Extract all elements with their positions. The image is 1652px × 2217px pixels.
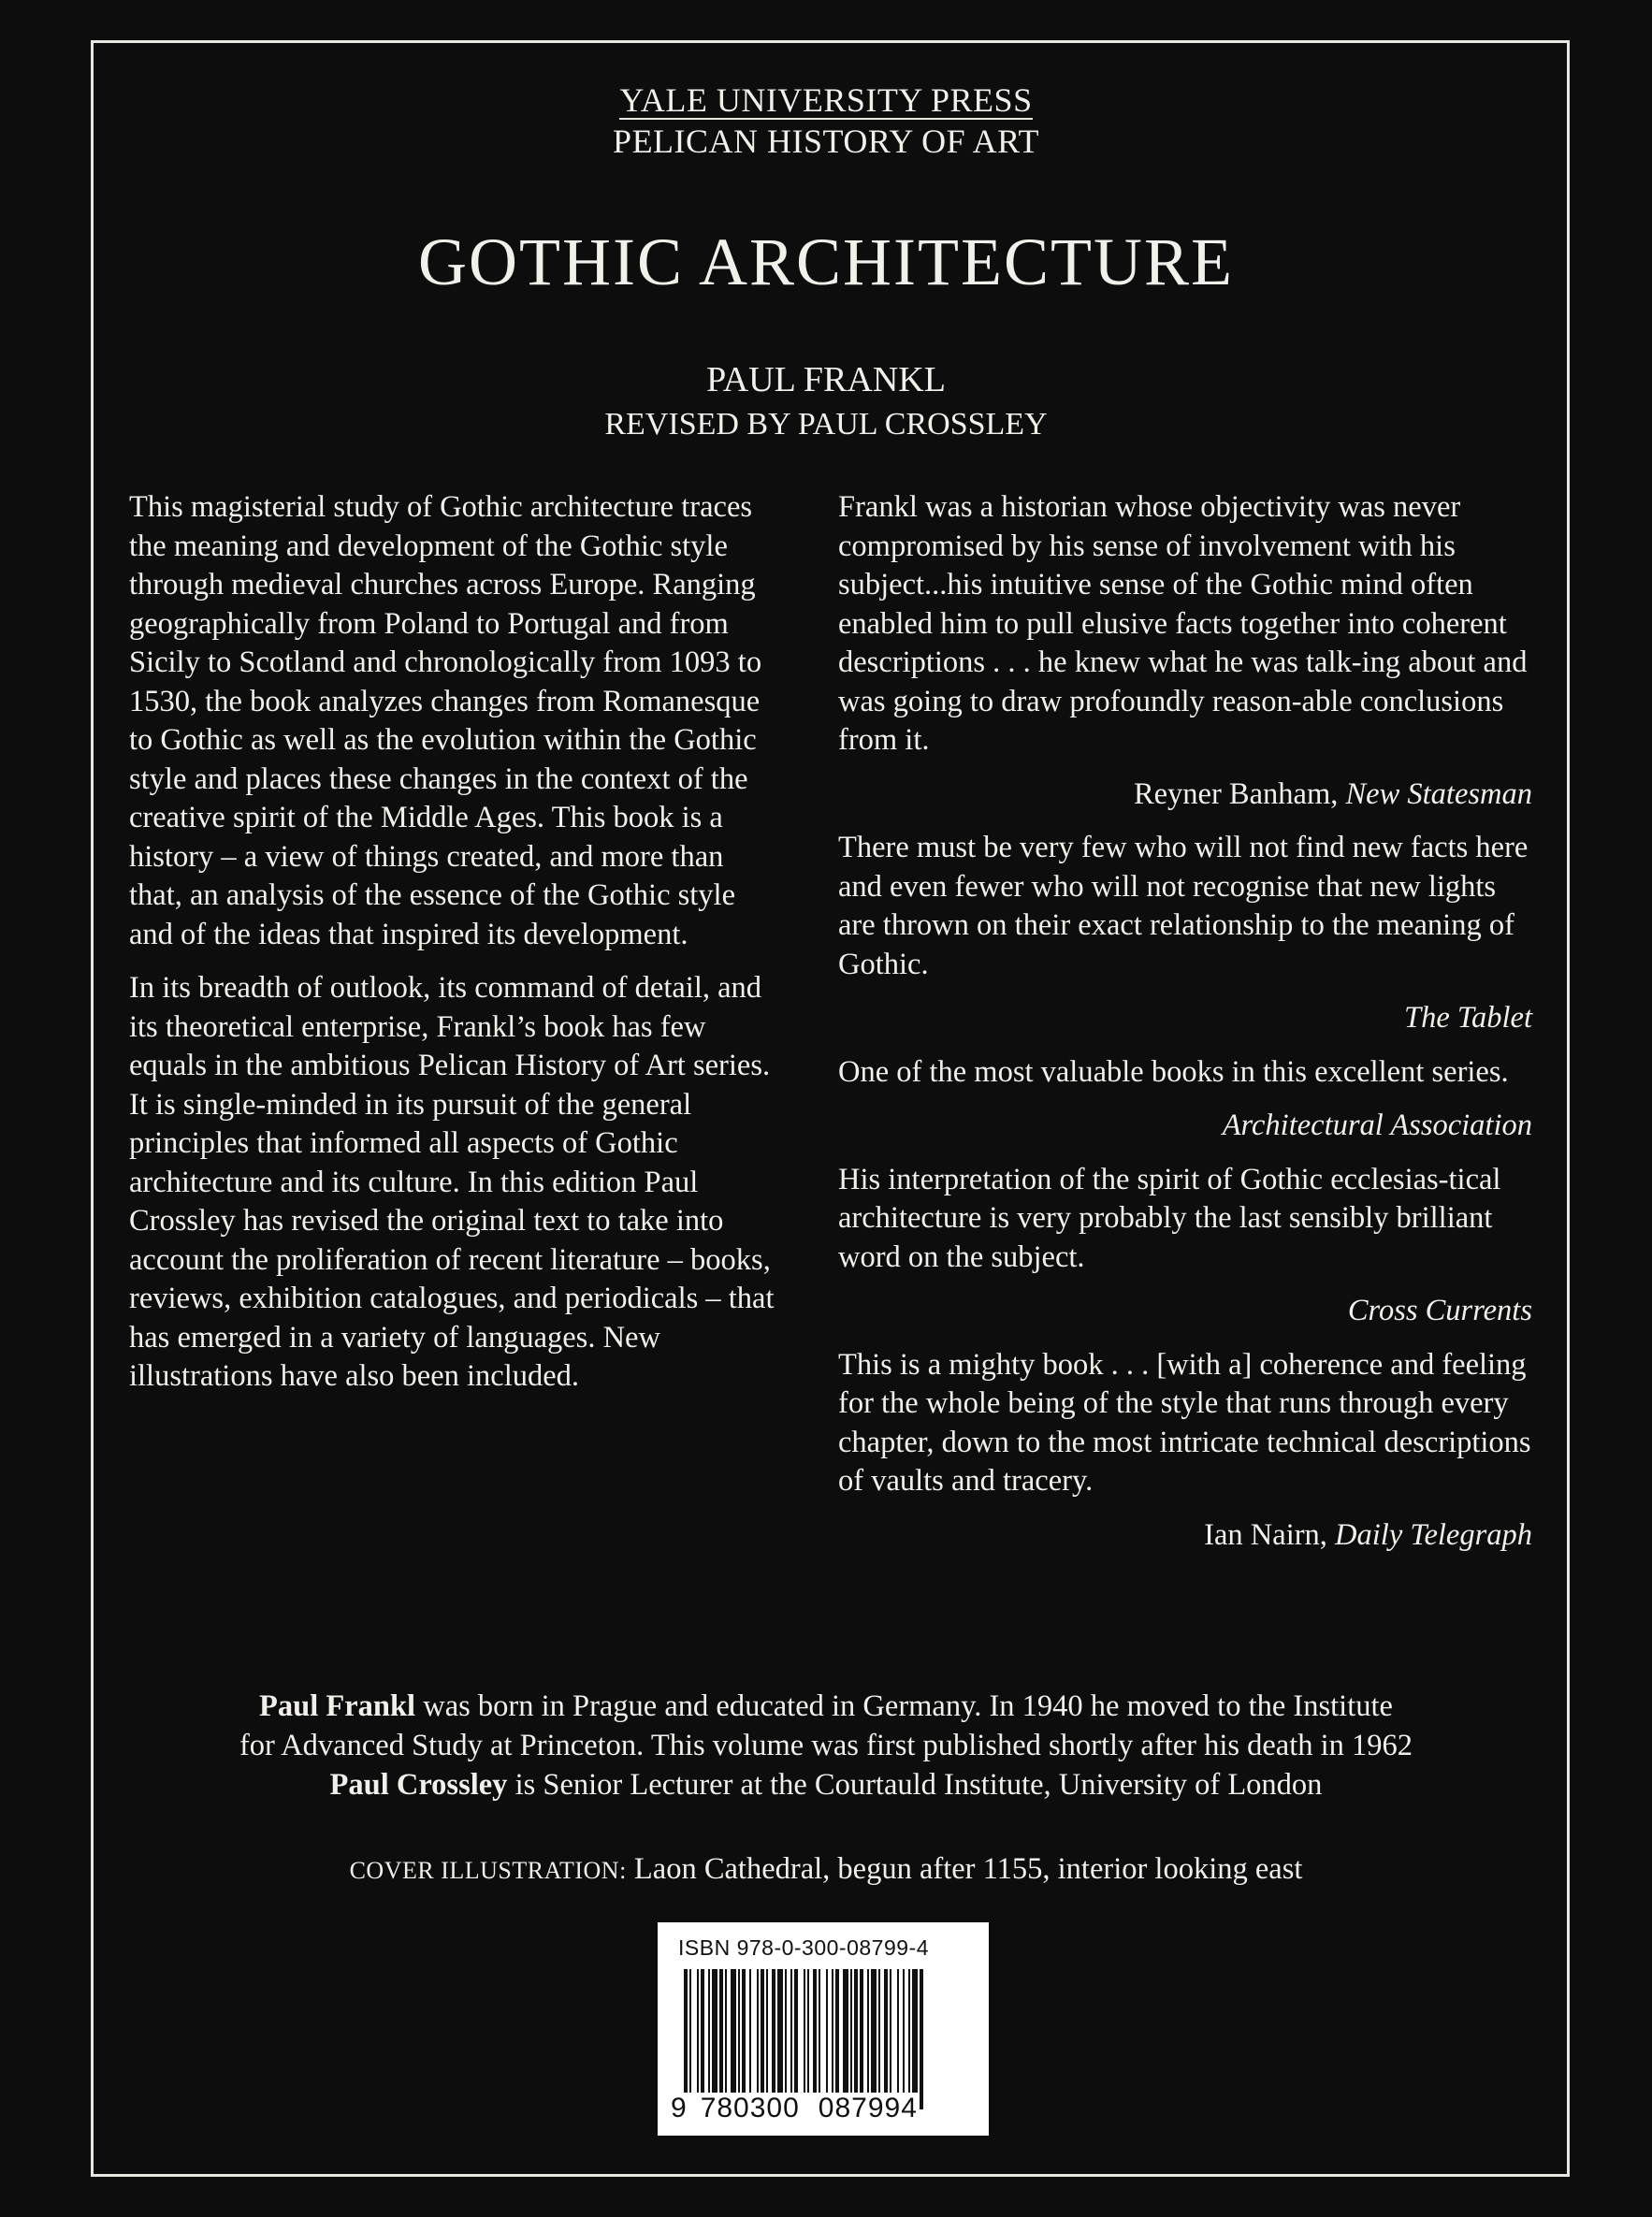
description-column (129, 488, 775, 1412)
review-source: The Tablet (1404, 1001, 1532, 1035)
cover-illustration-text: Laon Cathedral, begun after 1155, interior looking east (626, 1852, 1303, 1886)
review-attribution (838, 999, 1532, 1038)
cover-illustration-label: COVER ILLUSTRATION: (349, 1857, 627, 1884)
review-quote (838, 1161, 1532, 1331)
authors-block (0, 357, 1652, 447)
bio-frankl-text: was born in Prague and educated in Germany. In 1940 he moved to the Institute (415, 1689, 1393, 1723)
barcode-digits-left: 780300 (700, 2093, 800, 2123)
bio-frankl-name: Paul Frankl (259, 1689, 416, 1723)
author-name: PAUL FRANKL (706, 360, 946, 399)
review-quote (838, 1346, 1532, 1556)
description-paragraph-1: This magisterial study of Gothic architecture traces the meaning and development of the Gothic style through medieval churches across Europe. Ranging geographically from Poland to Portugal and from Sicily to Scotland and chronologically from 1093 to 1530, the book analyzes changes from Romanesque to Gothic as well as the evolution within the Gothic style and places these changes in the context of the creative spirit of the Middle Ages. This book is a history – a view of things created, and more than that, an analysis of the essence of the Gothic style and of the ideas that inspired its development. (129, 490, 762, 951)
review-source: New Statesman (1345, 776, 1532, 811)
reviewer-name: Reyner Banham, (1133, 776, 1346, 811)
barcode-digits-right: 087994 (818, 2093, 918, 2123)
publisher-name: YALE UNIVERSITY PRESS (619, 81, 1033, 119)
review-quote (838, 488, 1532, 814)
review-text: His interpretation of the spirit of Gothic ecclesias-tical architecture is very probably the last sensibly brilliant word on the subject. (838, 1162, 1501, 1274)
bio-frankl-text-2: for Advanced Study at Princeton. This volume was first published shortly after his death in 1962 (239, 1729, 1413, 1762)
series-name: PELICAN HISTORY OF ART (613, 123, 1039, 160)
barcode-digits (671, 2093, 918, 2124)
review-text: One of the most valuable books in this excellent series. (838, 1054, 1509, 1089)
review-attribution (838, 1107, 1532, 1146)
review-text: Frankl was a historian whose objectivity was never compromised by his sense of involvement with his subject...his intuitive sense of the Gothic mind often enabled him to pull elusive facts together into coherent descriptions . . . he knew what he was talk-ing about and was going to draw profoundly reason-able conclusions from it. (838, 490, 1528, 757)
review-quote (838, 1053, 1532, 1146)
review-text: This is a mighty book . . . [with a] coherence and feeling for the whole being of the style that runs through every chapter, down to the most intricate technical descriptions of vaults and tracery. (838, 1347, 1531, 1498)
review-source: Daily Telegraph (1335, 1517, 1532, 1552)
reviews-column (838, 488, 1532, 1570)
reviewer-name: Ian Nairn, (1204, 1517, 1336, 1552)
publisher-header (0, 80, 1652, 162)
review-attribution (838, 1516, 1532, 1556)
cover-illustration-credit (0, 1849, 1652, 1891)
author-bio (0, 1687, 1652, 1804)
review-source: Cross Currents (1347, 1294, 1532, 1327)
isbn-text: ISBN 978-0-300-08799-4 (678, 1935, 929, 1960)
bio-crossley-name: Paul Crossley (329, 1768, 508, 1802)
description-paragraph-2: In its breadth of outlook, its command of detail, and its theoretical enterprise, Frankl’s book has few equals in the ambitious Pelican History of Art series. It is single-minded in its pursuit of the general principles that informed all aspects of Gothic architecture and its culture. In this edition Paul Crossley has revised the original text to take into account the proliferation of recent literature – books, reviews, exhibition catalogues, and periodicals – that has emerged in a variety of languages. New illustrations have also been included. (129, 971, 775, 1393)
reviser-name: REVISED BY PAUL CROSSLEY (604, 407, 1048, 442)
review-attribution (838, 775, 1532, 815)
book-title: GOTHIC ARCHITECTURE (418, 225, 1234, 299)
bio-crossley-text: is Senior Lecturer at the Courtauld Institute, University of London (507, 1768, 1323, 1802)
barcode-icon (680, 1969, 966, 2109)
barcode-digit-first: 9 (671, 2093, 688, 2123)
barcode-box (658, 1922, 989, 2136)
review-source: Architectural Association (1222, 1108, 1532, 1142)
review-text: There must be very few who will not find new facts here and even fewer who will not recognise that new lights are thrown on their exact relationship to the meaning of Gothic. (838, 831, 1529, 981)
review-quote (838, 829, 1532, 1038)
review-attribution (838, 1292, 1532, 1331)
